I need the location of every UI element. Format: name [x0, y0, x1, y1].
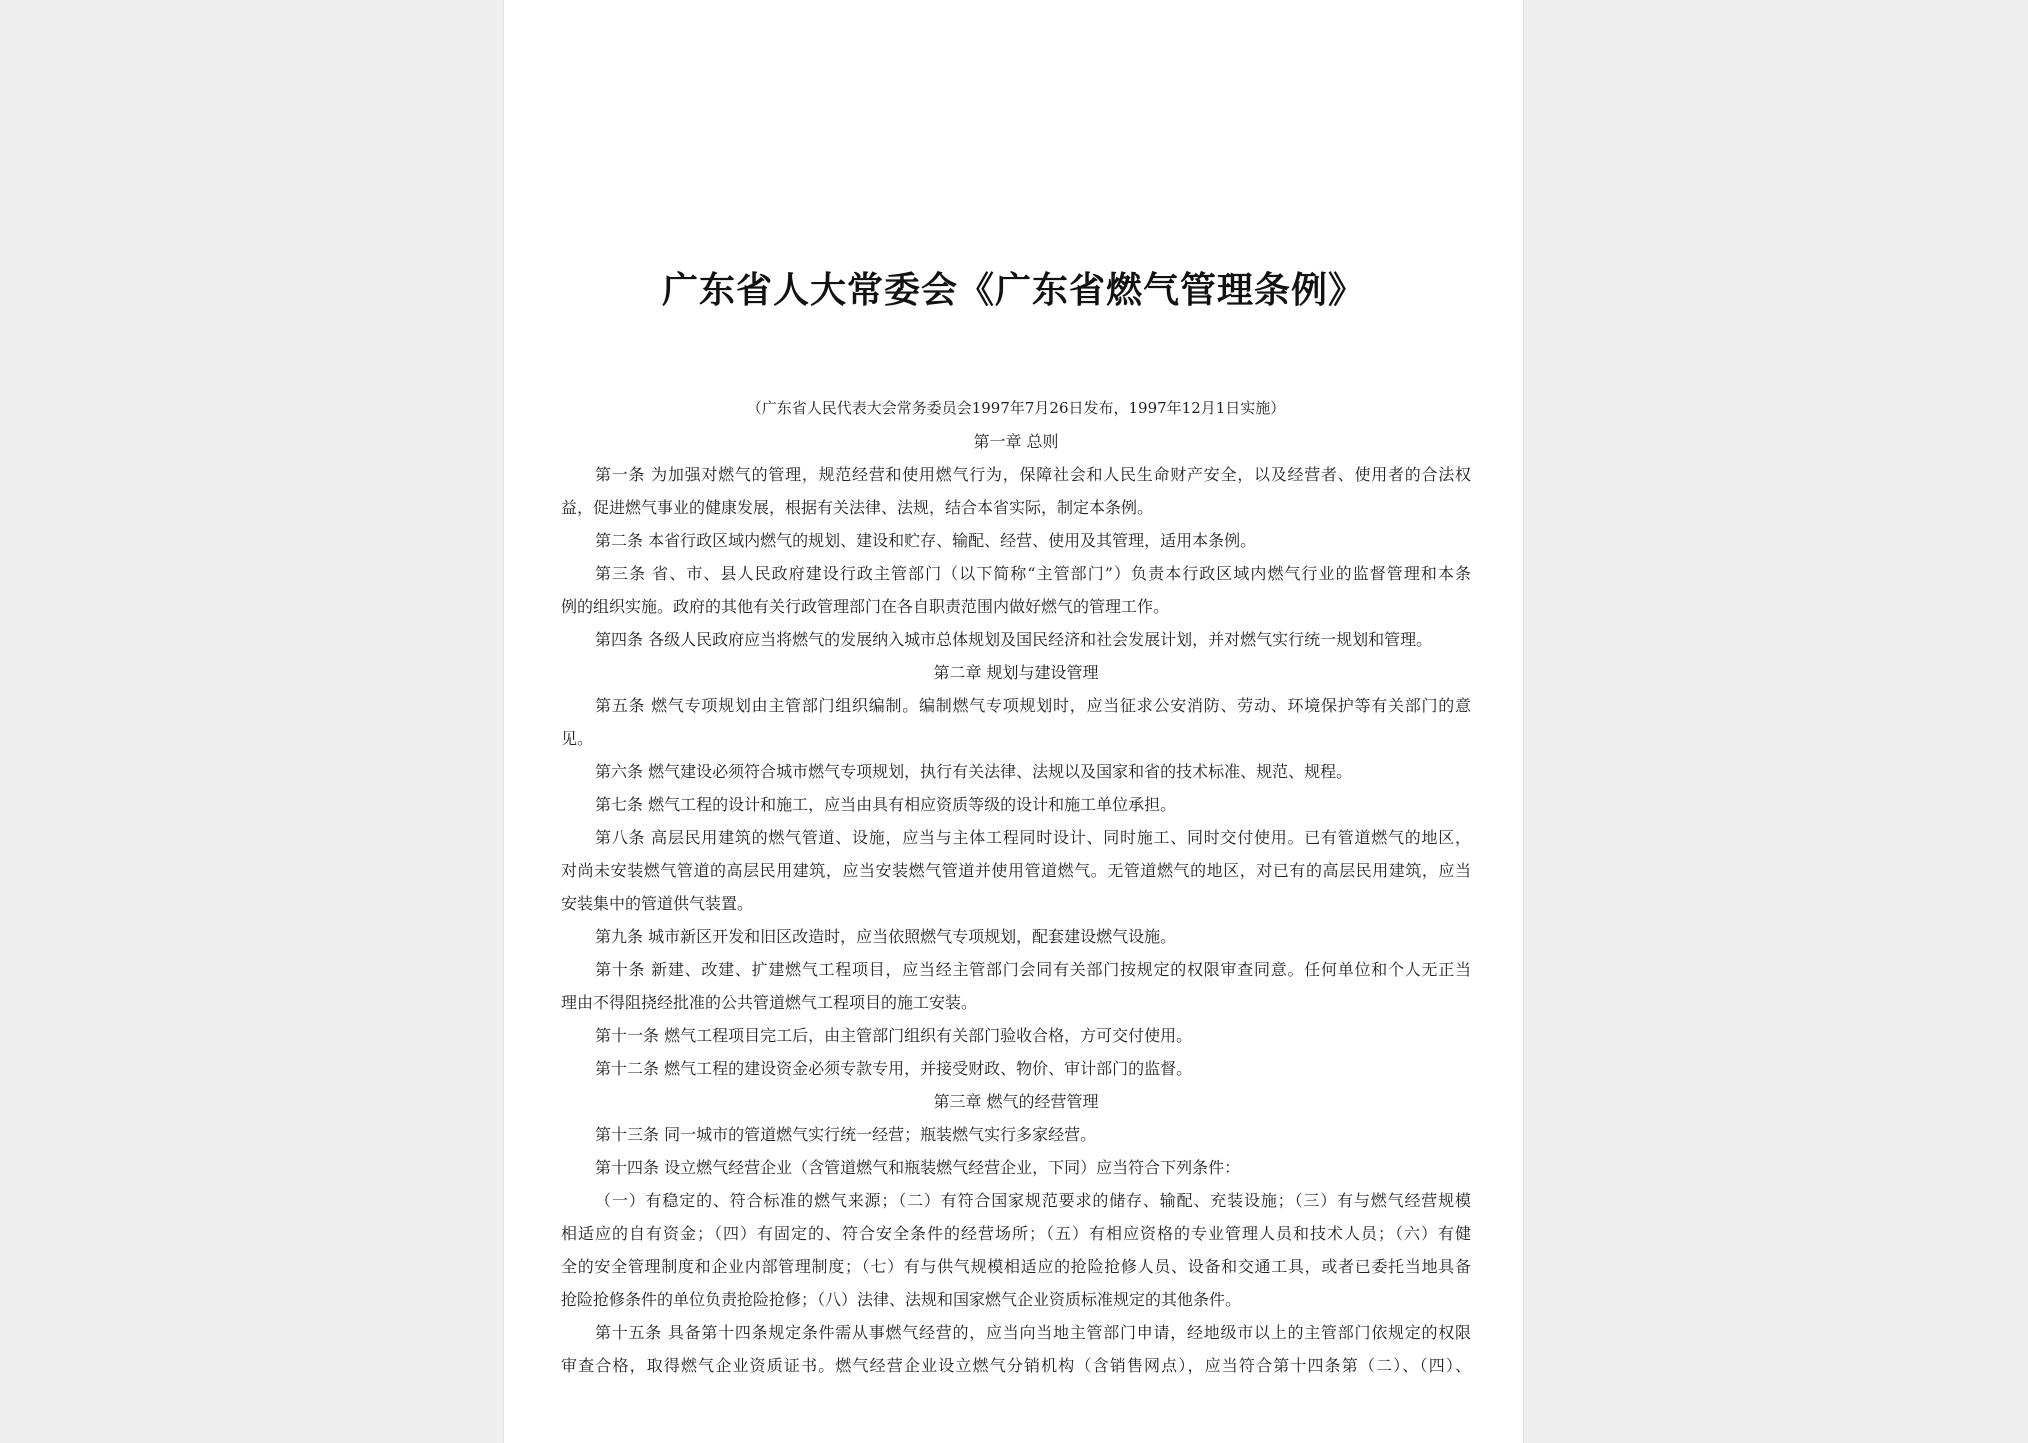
- article-line: 第二条 本省行政区域内燃气的规划、建设和贮存、输配、经营、使用及其管理，适用本条例。: [595, 531, 1257, 550]
- article-line: 第九条 城市新区开发和旧区改造时，应当依照燃气专项规划，配套建设燃气设施。: [595, 927, 1177, 946]
- article-line: 见。: [561, 729, 594, 748]
- article-line: 第五条 燃气专项规划由主管部门组织编制。编制燃气专项规划时，应当征求公安消防、劳动、环境保护等有关部门的意: [595, 696, 1471, 715]
- article-line: 例的组织实施。政府的其他有关行政管理部门在各自职责范围内做好燃气的管理工作。: [561, 597, 1170, 616]
- document-body: [561, 392, 1471, 1382]
- chapter-heading: 第一章 总则: [973, 432, 1059, 451]
- article-line: 理由不得阻挠经批准的公共管道燃气工程项目的施工安装。: [561, 993, 978, 1012]
- article-line: 第六条 燃气建设必须符合城市燃气专项规划，执行有关法律、法规以及国家和省的技术标准、规范、规程。: [595, 762, 1353, 781]
- issuance-note: （广东省人民代表大会常务委员会1997年7月26日发布，1997年12月1日实施）: [746, 399, 1286, 417]
- condition-line: 抢险抢修条件的单位负责抢险抢修；（八）法律、法规和国家燃气企业资质标准规定的其他条件。: [561, 1290, 1242, 1309]
- condition-line: （一）有稳定的、符合标准的燃气来源；（二）有符合国家规范要求的储存、输配、充装设施；（三）有与燃气经营规模: [595, 1191, 1471, 1210]
- article-line: 安装集中的管道供气装置。: [561, 894, 754, 913]
- chapter-heading: 第二章 规划与建设管理: [933, 663, 1099, 682]
- article-line: 审查合格，取得燃气企业资质证书。燃气经营企业设立燃气分销机构（含销售网点），应当符合第十四条第（二）、（四）、: [561, 1356, 1471, 1375]
- article-line: 第一条 为加强对燃气的管理，规范经营和使用燃气行为，保障社会和人民生命财产安全，以及经营者、使用者的合法权: [595, 465, 1471, 484]
- article-line: 第十一条 燃气工程项目完工后，由主管部门组织有关部门验收合格，方可交付使用。: [595, 1026, 1193, 1045]
- article-line: 第十条 新建、改建、扩建燃气工程项目，应当经主管部门会同有关部门按规定的权限审查同意。任何单位和个人无正当: [595, 960, 1471, 979]
- article-line: 第四条 各级人民政府应当将燃气的发展纳入城市总体规划及国民经济和社会发展计划，并对燃气实行统一规划和管理。: [595, 630, 1433, 649]
- chapter-heading: 第三章 燃气的经营管理: [933, 1092, 1099, 1111]
- article-line: 第十二条 燃气工程的建设资金必须专款专用，并接受财政、物价、审计部门的监督。: [595, 1059, 1193, 1078]
- condition-line: 相适应的自有资金；（四）有固定的、符合安全条件的经营场所；（五）有相应资格的专业管理人员和技术人员；（六）有健: [561, 1224, 1471, 1243]
- condition-line: 全的安全管理制度和企业内部管理制度；（七）有与供气规模相适应的抢险抢修人员、设备和交通工具，或者已委托当地具备: [561, 1257, 1471, 1276]
- document-page: [504, 0, 1523, 1443]
- article-line: 第三条 省、市、县人民政府建设行政主管部门（以下简称“主管部门”）负责本行政区域内燃气行业的监督管理和本条: [595, 564, 1471, 583]
- article-line: 益，促进燃气事业的健康发展，根据有关法律、法规，结合本省实际，制定本条例。: [561, 498, 1154, 517]
- article-line: 第八条 高层民用建筑的燃气管道、设施，应当与主体工程同时设计、同时施工、同时交付使用。已有管道燃气的地区，: [595, 828, 1471, 847]
- article-line: 第十三条 同一城市的管道燃气实行统一经营；瓶装燃气实行多家经营。: [595, 1125, 1097, 1144]
- article-line: 第七条 燃气工程的设计和施工，应当由具有相应资质等级的设计和施工单位承担。: [595, 795, 1177, 814]
- document-title: 广东省人大常委会《广东省燃气管理条例》: [661, 269, 1365, 311]
- article-line: 对尚未安装燃气管道的高层民用建筑，应当安装燃气管道并使用管道燃气。无管道燃气的地区，对已有的高层民用建筑，应当: [561, 861, 1471, 880]
- article-line: 第十五条 具备第十四条规定条件需从事燃气经营的，应当向当地主管部门申请，经地级市以上的主管部门依规定的权限: [595, 1323, 1471, 1342]
- article-line: 第十四条 设立燃气经营企业（含管道燃气和瓶装燃气经营企业，下同）应当符合下列条件：: [595, 1158, 1241, 1177]
